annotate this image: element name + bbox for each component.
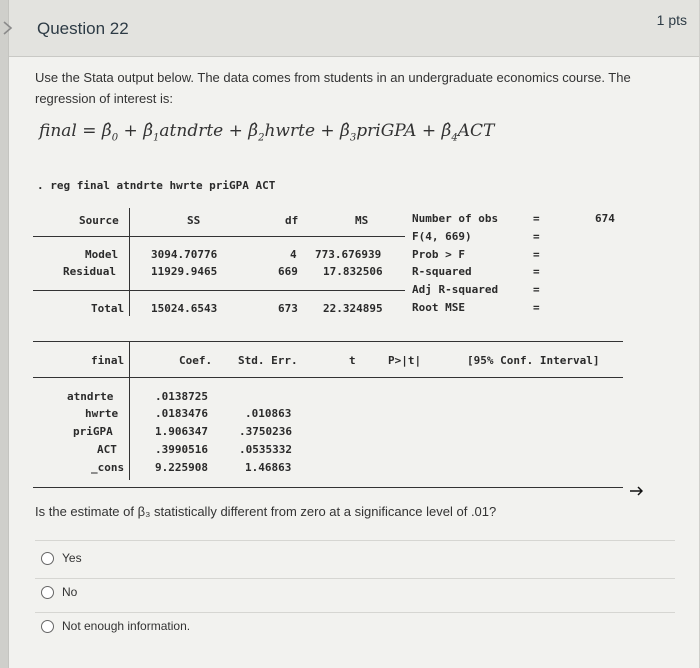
question-title: Question 22 [37,19,129,38]
anova-df-residual: 669 [278,265,298,278]
option-not-enough-label: Not enough information. [62,619,191,633]
option-divider-1 [35,540,675,541]
mouse-cursor-icon [629,484,643,498]
fit-label-probf: Prob > F [412,248,465,261]
coef-header-ci: [95% Conf. Interval] [467,354,600,367]
option-not-enough[interactable] [41,619,190,633]
option-divider-2 [35,578,675,579]
anova-ss-total: 15024.6543 [151,302,218,315]
anova-df-model: 4 [290,248,297,261]
question-points: 1 pts [656,12,687,28]
anova-header-ms: MS [355,214,369,227]
option-divider-3 [35,612,675,613]
anova-source-residual: Residual [63,265,116,278]
coef-header-t: t [349,354,356,367]
question-prompt: Use the Stata output below. The data comes from students in an undergraduate economics course. The regression of interest is: [35,70,631,106]
coef-header-var: final [91,354,125,367]
coef-var-prigpa: priGPA [73,425,113,438]
anova-rule-top [33,236,405,237]
fit-label-f: F(4, 669) [412,230,472,243]
radio-no[interactable] [41,586,54,599]
anova-header-ss: SS [187,214,201,227]
anova-rule-bottom [33,290,405,291]
anova-ss-residual: 11929.9465 [151,265,218,278]
coef-value-prigpa: 1.906347 [155,425,208,438]
question-ask-text: Is the estimate of β₃ statistically different from zero at a significance level of .01? [35,504,497,519]
fit-eq-rmse: = [533,301,540,314]
question-header [9,0,699,57]
coef-se-cons: 1.46863 [245,461,292,474]
fit-label-rmse: Root MSE [412,301,465,314]
fit-eq-nobs: = [533,212,540,225]
anova-ms-residual: 17.832506 [323,265,383,278]
coef-header-coef: Coef. [179,354,213,367]
coef-var-cons: _cons [91,461,125,474]
anova-ss-model: 3094.70776 [151,248,218,261]
coef-divider [129,342,130,480]
stata-command: . reg final atndrte hwrte priGPA ACT [37,179,276,192]
coef-rule-top [33,341,623,342]
fit-eq-r2: = [533,265,540,278]
coef-var-hwrte: hwrte [85,407,119,420]
coef-value-act: .3990516 [155,443,208,456]
anova-ms-total: 22.324895 [323,302,383,315]
coef-header-se: Std. Err. [238,354,298,367]
question-ask [35,504,496,519]
option-yes[interactable] [41,551,82,565]
coef-var-act: ACT [97,443,117,456]
radio-not-enough[interactable] [41,620,54,633]
fit-label-adjr2: Adj R-squared [412,283,499,296]
coef-header-p: P>|t| [388,354,422,367]
fit-eq-adjr2: = [533,283,540,296]
coef-se-act: .0535332 [239,443,292,456]
anova-df-total: 673 [278,302,298,315]
coef-se-hwrte: .010863 [245,407,292,420]
radio-yes[interactable] [41,552,54,565]
anova-source-total: Total [91,302,125,315]
fit-eq-f: = [533,230,540,243]
option-no[interactable] [41,585,77,599]
coef-rule-header [33,377,623,378]
fit-eq-probf: = [533,248,540,261]
fit-label-r2: R-squared [412,265,472,278]
coef-se-prigpa: .3750236 [239,425,292,438]
fit-value-nobs: 674 [595,212,615,225]
fit-label-nobs: Number of obs [412,212,499,225]
coef-var-atndrte: atndrte [67,390,114,403]
anova-header-df: df [285,214,299,227]
question-card [8,0,699,668]
option-no-label: No [62,585,78,599]
coef-rule-bottom [33,487,623,488]
option-yes-label: Yes [62,551,82,565]
coef-value-cons: 9.225908 [155,461,208,474]
anova-ms-model: 773.676939 [315,248,382,261]
anova-divider [129,208,130,316]
regression-equation: final = $\betâ_0$ + $\betâ_1atndrte$ + $\betâ_2hwrte$ + $\betâ_3priGPA$ + $\betâ_4ACT$ [39,121,495,144]
chevron-right-icon[interactable] [1,20,17,36]
coef-value-atndrte: .0138725 [155,390,208,403]
coef-value-hwrte: .0183476 [155,407,208,420]
anova-source-model: Model [85,248,119,261]
anova-header-source: Source [79,214,119,227]
